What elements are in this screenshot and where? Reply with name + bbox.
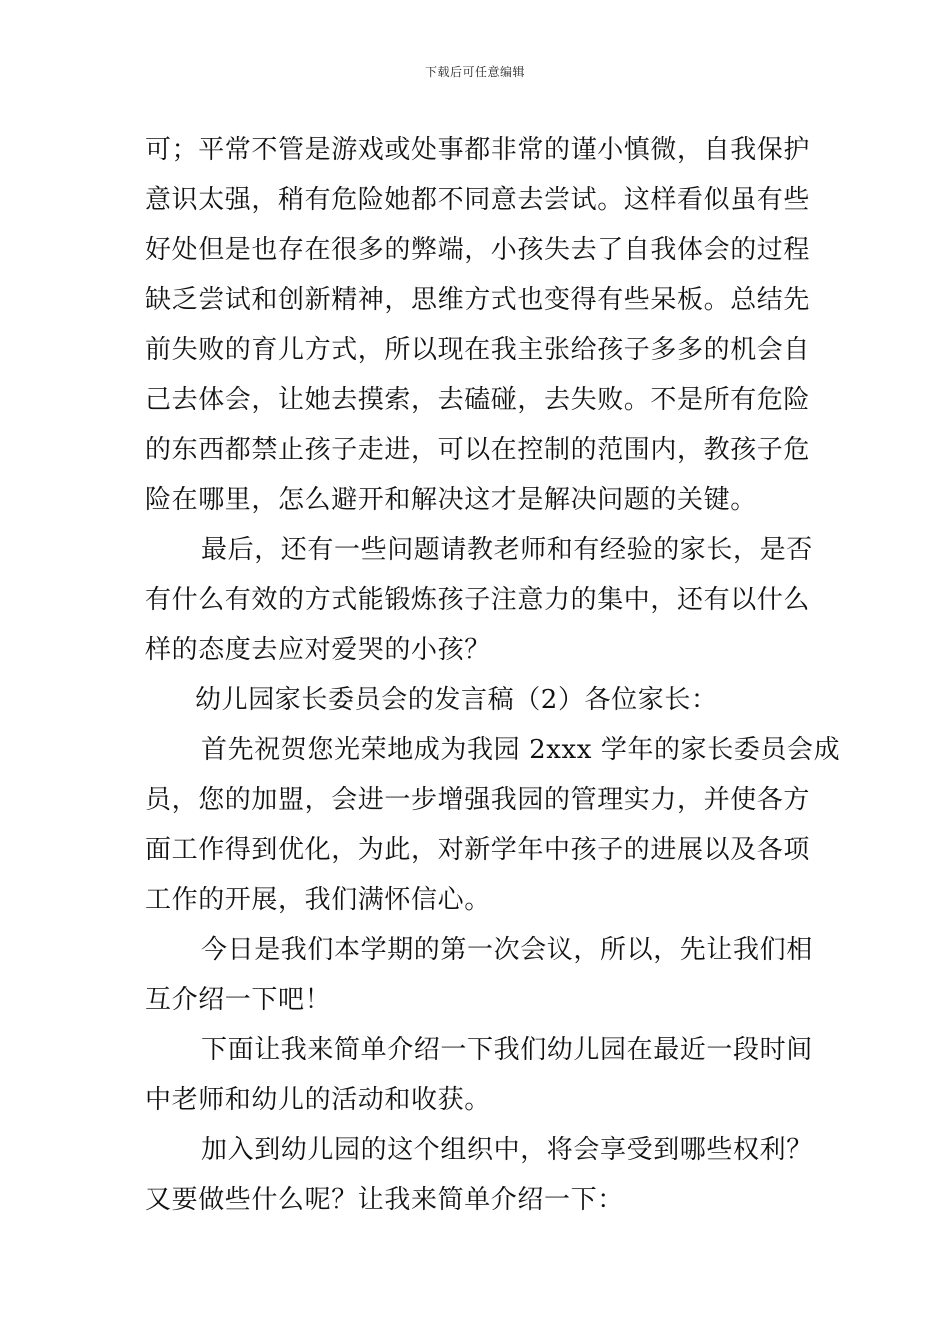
paragraph-line: 意识太强，稍有危险她都不同意去尝试。这样看似虽有些 <box>145 185 811 215</box>
paragraph-line: 险在哪里，怎么避开和解决这才是解决问题的关键。 <box>145 485 757 515</box>
paragraph-line: 可；平常不管是游戏或处事都非常的谨小慎微，自我保护 <box>145 135 811 165</box>
paragraph-line: 工作的开展，我们满怀信心。 <box>145 885 491 915</box>
paragraph-line: 缺乏尝试和创新精神，思维方式也变得有些呆板。总结先 <box>145 285 811 315</box>
paragraph-line: 员，您的加盟，会进一步增强我园的管理实力，并使各方 <box>145 785 811 815</box>
paragraph-line: 样的态度去应对爱哭的小孩？ <box>145 635 491 665</box>
paragraph-line: 己去体会，让她去摸索，去磕碰，去失败。不是所有危险 <box>145 385 811 415</box>
paragraph-line: 又要做些什么呢？让我来简单介绍一下： <box>145 1185 624 1215</box>
paragraph-line: 加入到幼儿园的这个组织中，将会享受到哪些权利？ <box>201 1135 813 1165</box>
paragraph-line: 互介绍一下吧！ <box>145 985 332 1015</box>
paragraph-line: 的东西都禁止孩子走进，可以在控制的范围内，教孩子危 <box>145 435 811 465</box>
paragraph-line: 首先祝贺您光荣地成为我园 2xxx 学年的家长委员会成 <box>201 735 841 765</box>
page-header: 下载后可任意编辑 <box>424 65 525 79</box>
paragraph-line: 今日是我们本学期的第一次会议，所以，先让我们相 <box>201 935 813 965</box>
paragraph-line: 有什么有效的方式能锻炼孩子注意力的集中，还有以什么 <box>145 585 811 615</box>
paragraph-line: 中老师和幼儿的活动和收获。 <box>145 1085 491 1115</box>
paragraph-line: 面工作得到优化，为此，对新学年中孩子的进展以及各项 <box>145 835 811 865</box>
paragraph-line: 下面让我来简单介绍一下我们幼儿园在最近一段时间 <box>201 1035 813 1065</box>
paragraph-line: 最后，还有一些问题请教老师和有经验的家长，是否 <box>201 535 813 565</box>
paragraph-line: 前失败的育儿方式，所以现在我主张给孩子多多的机会自 <box>145 335 811 365</box>
paragraph-line: 好处但是也存在很多的弊端，小孩失去了自我体会的过程 <box>145 235 811 265</box>
document-body <box>145 125 841 1225</box>
section-heading: 幼儿园家长委员会的发言稿（2）各位家长： <box>195 685 718 715</box>
